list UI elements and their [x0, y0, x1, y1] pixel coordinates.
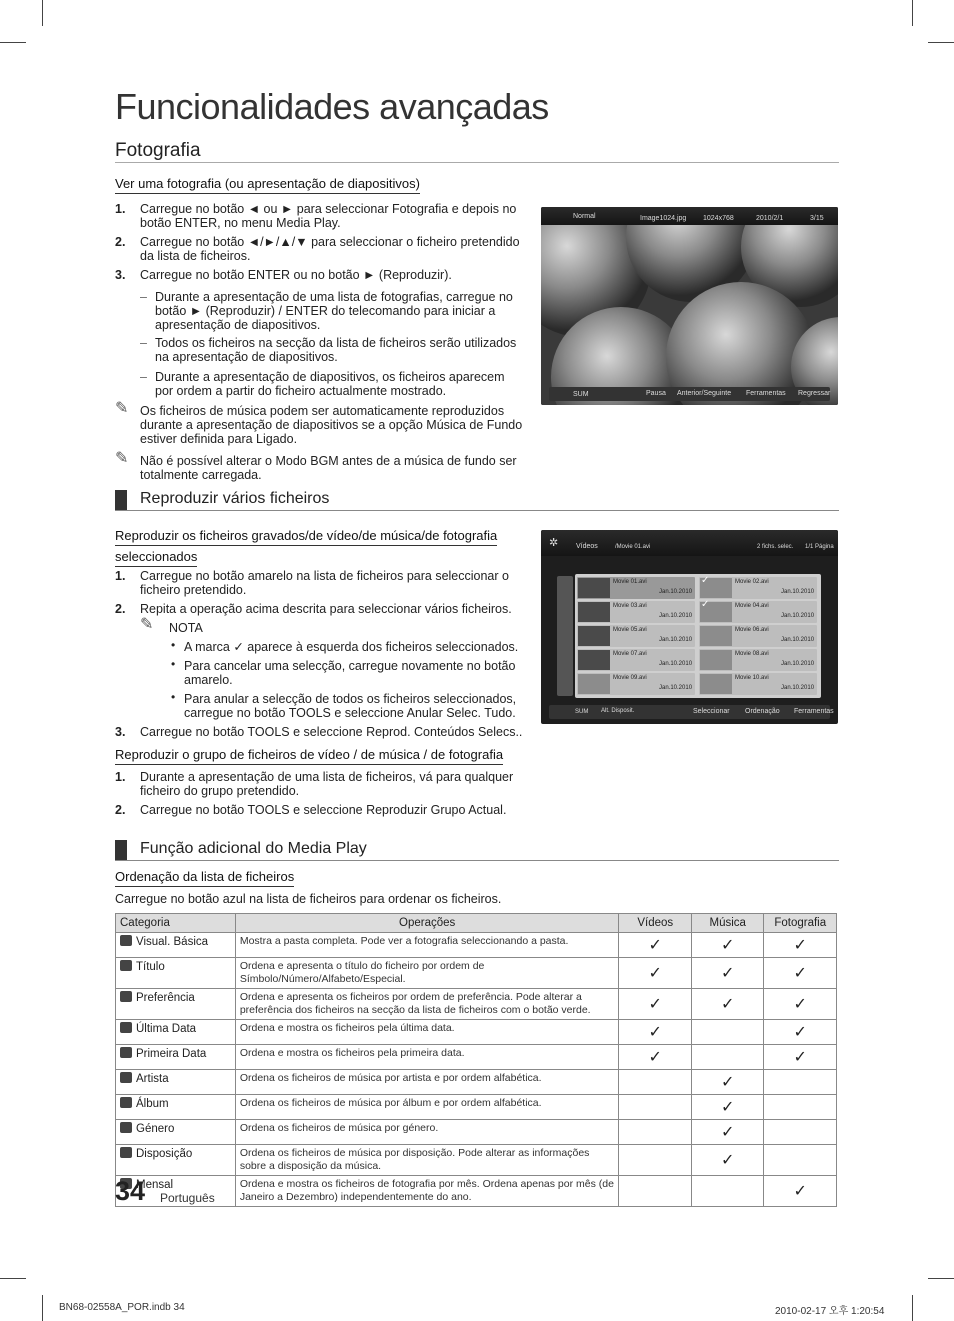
section-title: Fotografia — [115, 140, 201, 161]
bullet-text: Para anular a selecção de todos os ficheiros seleccionados, carregue no botão TOOLS e seleccione Anular Selec. Tudo. — [184, 692, 517, 720]
table-row — [116, 1145, 837, 1176]
step-number: 2. — [115, 235, 126, 249]
footer-timestamp: 2010-02-17 오후 1:20:54 — [775, 1306, 885, 1317]
video-check — [619, 1070, 692, 1095]
category-icon — [120, 1147, 132, 1158]
sort-label: Ordenação — [745, 708, 780, 715]
video-date: Jan.10.2010 — [659, 661, 693, 667]
video-list-item — [577, 673, 695, 695]
dash-text: Durante a apresentação de diapositivos, os ficheiros aparecem por ordem a partir do ficheiro actualmente mostrado. — [155, 370, 505, 398]
section-heading-multiple — [115, 490, 839, 511]
sort-table — [115, 913, 837, 1207]
category-label: Álbum — [136, 1098, 169, 1110]
subheading-play-selected: Reproduzir os ficheiros gravados/de vídeo/de música/de fotografia — [115, 528, 497, 546]
video-list-screenshot — [541, 530, 838, 724]
operation-cell: Ordena e mostra os ficheiros pela primeira data. — [235, 1045, 619, 1070]
photo-check: ✓ — [764, 958, 837, 989]
footer-file: BN68-02558A_POR.indb 34 — [59, 1302, 185, 1313]
video-name: Movie 04.avi — [735, 603, 769, 609]
section-heading-text: Reproduzir vários ficheiros — [140, 490, 330, 507]
crop-mark — [928, 1278, 954, 1279]
heading-block — [115, 840, 127, 860]
viewer-bottom-bar — [549, 387, 830, 401]
return-label: Regressar — [798, 390, 831, 397]
category-icon — [120, 960, 132, 971]
crop-mark — [912, 0, 913, 26]
category-cell — [116, 1020, 236, 1045]
photo-check — [764, 1120, 837, 1145]
step-text: Carregue no botão ◄/►/▲/▼ para seleccionar o ficheiro pretendido da lista de ficheiros. — [140, 235, 520, 263]
step-number: 1. — [115, 202, 126, 216]
operation-cell: Ordena e mostra os ficheiros pela última data. — [235, 1020, 619, 1045]
video-date: Jan.10.2010 — [659, 589, 693, 595]
music-check — [691, 1176, 764, 1207]
video-date: Jan.10.2010 — [781, 685, 815, 691]
category-sidebar — [557, 576, 573, 696]
viewer-date: 2010/2/1 — [756, 215, 784, 222]
crop-mark — [0, 1278, 26, 1279]
photo-check: ✓ — [764, 1045, 837, 1070]
operation-cell: Ordena e apresenta o título do ficheiro por ordem de Símbolo/Número/Alfabeto/Especial. — [235, 958, 619, 989]
music-check: ✓ — [691, 1095, 764, 1120]
category-icon — [120, 1072, 132, 1083]
video-thumbnail — [700, 650, 732, 670]
col-header: Categoria — [116, 914, 236, 933]
video-thumbnail — [578, 602, 610, 622]
video-list-item — [577, 649, 695, 671]
video-thumbnail — [578, 650, 610, 670]
sort-intro: Carregue no botão azul na lista de ficheiros para ordenar os ficheiros. — [115, 892, 502, 906]
video-check: ✓ — [619, 958, 692, 989]
table-row — [116, 1176, 837, 1207]
category-cell — [116, 1145, 236, 1176]
category-icon — [120, 935, 132, 946]
photo-check — [764, 1095, 837, 1120]
step-text: Carregue no botão TOOLS e seleccione Reprod. Conteúdos Selecs.. — [140, 725, 523, 739]
note-pencil-icon: ✎ — [140, 616, 154, 633]
category-label: Última Data — [136, 1023, 197, 1035]
video-name: Movie 06.avi — [735, 627, 769, 633]
video-list-item — [699, 673, 817, 695]
list-category: Vídeos — [576, 543, 598, 550]
photo-check: ✓ — [764, 1020, 837, 1045]
step-number: 2. — [115, 803, 126, 817]
col-header: Vídeos — [619, 914, 692, 933]
dash-marker: – — [140, 336, 147, 350]
crop-mark — [928, 42, 954, 43]
music-check: ✓ — [691, 958, 764, 989]
col-header: Operações — [235, 914, 619, 933]
note-text: Não é possível alterar o Modo BGM antes de a música de fundo ser totalmente carregada. — [140, 454, 517, 482]
step-number: 3. — [115, 268, 126, 282]
video-check: ✓ — [619, 1045, 692, 1070]
video-date: Jan.10.2010 — [659, 613, 693, 619]
operation-cell: Ordena os ficheiros de música por disposição. Pode alterar as informações sobre a disposição da música. — [235, 1145, 619, 1176]
col-header: Fotografia — [764, 914, 837, 933]
video-name: Movie 05.avi — [613, 627, 647, 633]
video-date: Jan.10.2010 — [659, 685, 693, 691]
viewer-count: 3/15 — [810, 215, 824, 222]
subheading-view-photo: Ver uma fotografia (ou apresentação de diapositivos) — [115, 176, 420, 194]
crop-mark — [42, 0, 43, 26]
video-thumbnail — [578, 674, 610, 694]
category-cell — [116, 1120, 236, 1145]
music-check: ✓ — [691, 989, 764, 1020]
category-label: Preferência — [136, 992, 195, 1004]
photo-check: ✓ — [764, 1176, 837, 1207]
video-list-item — [577, 625, 695, 647]
category-label: Género — [136, 1123, 175, 1135]
category-icon — [120, 1047, 132, 1058]
step-number: 1. — [115, 569, 126, 583]
video-list-item — [577, 577, 695, 599]
section-heading-text: Função adicional do Media Play — [140, 840, 367, 857]
table-row — [116, 989, 837, 1020]
operation-cell: Mostra a pasta completa. Pode ver a fotografia seleccionando a pasta. — [235, 933, 619, 958]
video-date: Jan.10.2010 — [781, 661, 815, 667]
video-check — [619, 1176, 692, 1207]
category-cell — [116, 1045, 236, 1070]
table-row — [116, 1070, 837, 1095]
category-label: Artista — [136, 1073, 169, 1085]
category-label: Título — [136, 961, 165, 973]
subheading-play-group: Reproduzir o grupo de ficheiros de vídeo / de música / de fotografia — [115, 747, 503, 765]
sum-label: SUM — [575, 709, 589, 715]
music-check: ✓ — [691, 1070, 764, 1095]
bullet-text: Para cancelar uma selecção, carregue novamente no botão amarelo. — [184, 659, 516, 687]
pause-label: Pausa — [646, 390, 666, 397]
table-row — [116, 1020, 837, 1045]
section-divider — [115, 162, 839, 163]
bullet-text: A marca ✓ aparece à esquerda dos ficheiros seleccionados. — [184, 640, 519, 654]
page-number: 34 — [115, 1176, 146, 1206]
video-check: ✓ — [619, 1020, 692, 1045]
step-text: Repita a operação acima descrita para seleccionar vários ficheiros. — [140, 602, 512, 616]
step-text: Carregue no botão ◄ ou ► para seleccionar Fotografia e depois no botão ENTER, no menu Media Play. — [140, 202, 517, 230]
music-check — [691, 1020, 764, 1045]
video-name: Movie 01.avi — [613, 579, 647, 585]
photo-check: ✓ — [764, 933, 837, 958]
table-header-row — [116, 914, 837, 933]
video-thumbnail — [700, 626, 732, 646]
video-check — [619, 1120, 692, 1145]
video-date: Jan.10.2010 — [781, 637, 815, 643]
category-icon — [120, 991, 132, 1002]
viewer-filename: Image1024.jpg — [640, 215, 687, 222]
step-text: Durante a apresentação de uma lista de ficheiros, vá para qualquer ficheiro do grupo pretendido. — [140, 770, 514, 798]
selected-check-icon: ✓ — [701, 575, 710, 586]
viewer-top-bar — [541, 207, 838, 225]
bullet-marker: • — [171, 638, 176, 652]
video-list-item — [699, 601, 817, 623]
operation-cell: Ordena e mostra os ficheiros de fotografia por mês. Ordena apenas por mês (de Janeiro a Dezembro) independentemente do ano. — [235, 1176, 619, 1207]
music-check: ✓ — [691, 1145, 764, 1176]
nota-label: NOTA — [169, 621, 203, 635]
note-pencil-icon: ✎ — [115, 450, 129, 467]
apples-photo — [541, 207, 838, 405]
change-layout-label: Alt. Disposit. — [601, 708, 635, 714]
video-thumbnail — [578, 626, 610, 646]
category-cell — [116, 1095, 236, 1120]
step-number: 3. — [115, 725, 126, 739]
prevnext-label: Anterior/Seguinte — [677, 390, 732, 397]
photo-check: ✓ — [764, 989, 837, 1020]
subheading-play-selected-2: seleccionados — [115, 549, 197, 567]
table-row — [116, 1095, 837, 1120]
video-check — [619, 1145, 692, 1176]
video-date: Jan.10.2010 — [781, 613, 815, 619]
video-date: Jan.10.2010 — [781, 589, 815, 595]
video-name: Movie 07.avi — [613, 651, 647, 657]
category-label: Disposição — [136, 1148, 193, 1160]
page-indicator: 1/1 Página — [805, 544, 834, 550]
crop-mark — [912, 1295, 913, 1321]
video-list-item — [577, 601, 695, 623]
category-cell — [116, 1070, 236, 1095]
select-label: Seleccionar — [693, 708, 730, 715]
operation-cell: Ordena os ficheiros de música por álbum e por ordem alfabética. — [235, 1095, 619, 1120]
video-name: Movie 02.avi — [735, 579, 769, 585]
video-name: Movie 09.avi — [613, 675, 647, 681]
category-label: Visual. Básica — [136, 936, 209, 948]
video-icon: ✲ — [549, 537, 559, 549]
category-cell — [116, 958, 236, 989]
dash-marker: – — [140, 290, 147, 304]
subheading-sort: Ordenação da lista de ficheiros — [115, 869, 294, 887]
photo-check — [764, 1145, 837, 1176]
video-list-item — [699, 577, 817, 599]
operation-cell: Ordena os ficheiros de música por artista e por ordem alfabética. — [235, 1070, 619, 1095]
step-number: 1. — [115, 770, 126, 784]
list-bottom-bar — [549, 705, 834, 719]
step-number: 2. — [115, 602, 126, 616]
video-date: Jan.10.2010 — [659, 637, 693, 643]
sum-label: SUM — [573, 391, 589, 398]
operation-cell: Ordena os ficheiros de música por género. — [235, 1120, 619, 1145]
viewer-resolution: 1024x768 — [703, 215, 734, 222]
category-icon — [120, 1122, 132, 1133]
category-cell — [116, 933, 236, 958]
step-text: Carregue no botão TOOLS e seleccione Reproduzir Grupo Actual. — [140, 803, 507, 817]
tools-label: Ferramentas — [794, 708, 834, 715]
music-check: ✓ — [691, 933, 764, 958]
photo-check — [764, 1070, 837, 1095]
category-label: Mensal — [136, 1179, 174, 1191]
photo-viewer-screenshot — [541, 207, 838, 405]
video-check: ✓ — [619, 989, 692, 1020]
category-icon — [120, 1022, 132, 1033]
step-text: Carregue no botão amarelo na lista de ficheiros para seleccionar o ficheiro pretendido. — [140, 569, 509, 597]
video-list-item — [699, 625, 817, 647]
list-path: /Movie 01.avi — [615, 544, 651, 550]
video-check: ✓ — [619, 933, 692, 958]
table-row — [116, 933, 837, 958]
category-icon — [120, 1097, 132, 1108]
category-label: Primeira Data — [136, 1048, 207, 1060]
dash-text: Todos os ficheiros na secção da lista de ficheiros serão utilizados na apresentação de diapositivos. — [155, 336, 517, 364]
video-thumbnail — [700, 674, 732, 694]
tools-label: Ferramentas — [746, 390, 786, 397]
table-row — [116, 1120, 837, 1145]
note-pencil-icon: ✎ — [115, 400, 129, 417]
video-thumbnail — [578, 578, 610, 598]
selected-check-icon: ✓ — [701, 599, 710, 610]
table-row — [116, 1045, 837, 1070]
list-top-bar — [541, 530, 838, 556]
video-name: Movie 03.avi — [613, 603, 647, 609]
step-text: Carregue no botão ENTER ou no botão ► (Reproduzir). — [140, 268, 452, 282]
bullet-marker: • — [171, 690, 176, 704]
video-name: Movie 08.avi — [735, 651, 769, 657]
video-list-item — [699, 649, 817, 671]
category-cell — [116, 989, 236, 1020]
table-row — [116, 958, 837, 989]
dash-marker: – — [140, 370, 147, 384]
music-check — [691, 1045, 764, 1070]
page-language: Português — [160, 1191, 215, 1205]
section-heading-additional — [115, 840, 839, 861]
music-check: ✓ — [691, 1120, 764, 1145]
note-text: Os ficheiros de música podem ser automaticamente reproduzidos durante a apresentação de diapositivos se a opção Música de Fundo estiver definida para Ligado. — [140, 404, 523, 446]
crop-mark — [42, 1295, 43, 1321]
video-name: Movie 10.avi — [735, 675, 769, 681]
heading-block — [115, 490, 127, 510]
dash-text: Durante a apresentação de uma lista de fotografias, carregue no botão ► (Reproduzir) / ENTER do telecomando para iniciar a apresentação de diapositivos. — [155, 290, 513, 332]
page-title: Funcionalidades avançadas — [115, 86, 549, 127]
viewer-mode: Normal — [573, 213, 596, 220]
bullet-marker: • — [171, 657, 176, 671]
operation-cell: Ordena e apresenta os ficheiros por ordem de preferência. Pode alterar a preferência dos ficheiros na secção da lista de ficheiros com o botão verde. — [235, 989, 619, 1020]
video-check — [619, 1095, 692, 1120]
col-header: Música — [691, 914, 764, 933]
selected-count: 2 fichs. selec. — [757, 544, 794, 550]
crop-mark — [0, 42, 26, 43]
